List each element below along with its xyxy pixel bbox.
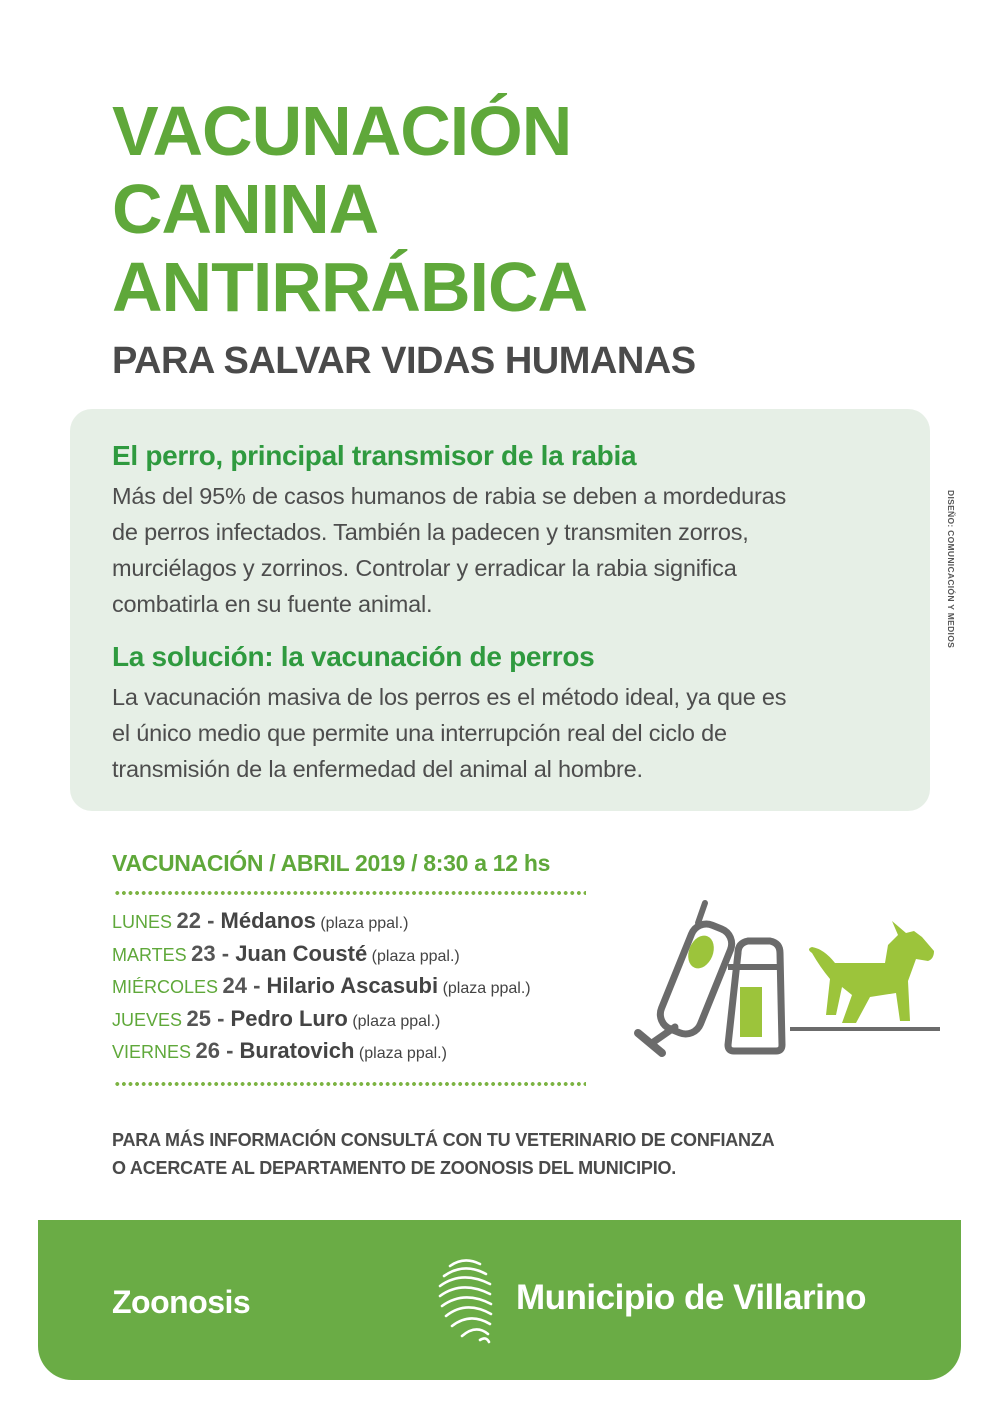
subtitle: PARA SALVAR VIDAS HUMANAS xyxy=(112,340,696,382)
schedule-title: VACUNACIÓN / ABRIL 2019 / 8:30 a 12 hs xyxy=(112,850,551,876)
section1-line: de perros infectados. También la padecen y transmiten zorros, xyxy=(112,519,749,545)
schedule-note: (plaza ppal.) xyxy=(320,915,409,932)
schedule-row xyxy=(112,973,531,1006)
schedule-note: (plaza ppal.) xyxy=(371,947,460,965)
more-info-line-2: O ACERCATE AL DEPARTAMENTO DE ZOONOSIS DEL MUNICIPIO. xyxy=(112,1158,677,1178)
main-title xyxy=(112,92,812,326)
schedule-place: Pedro Luro xyxy=(230,1005,348,1031)
section2-heading: La solución: la vacunación de perros xyxy=(112,641,595,672)
schedule-list xyxy=(112,908,531,1071)
schedule-note: (plaza ppal.) xyxy=(358,1045,447,1062)
dog-icon xyxy=(809,921,934,1023)
title-line-1: VACUNACIÓN xyxy=(112,92,572,170)
title-line-3: ANTIRRÁBICA xyxy=(112,248,588,326)
schedule-place: Médanos xyxy=(220,908,316,933)
vaccination-illustration xyxy=(630,895,940,1065)
schedule-note: (plaza ppal.) xyxy=(352,1012,441,1030)
schedule-separator: - xyxy=(219,1038,240,1063)
schedule-place: Juan Cousté xyxy=(235,940,368,966)
footer-municipio: Municipio de Villarino xyxy=(516,1278,867,1317)
section1-heading: El perro, principal transmisor de la rabia xyxy=(112,440,637,471)
schedule-date: 23 xyxy=(191,940,216,966)
syringe-icon xyxy=(638,903,736,1053)
vial-icon xyxy=(728,941,782,1051)
dotted-divider xyxy=(114,1082,586,1086)
more-info-line-1: PARA MÁS INFORMACIÓN CONSULTÁ CON TU VETERINARIO DE CONFIANZA xyxy=(112,1130,775,1150)
more-info xyxy=(112,1126,774,1182)
schedule-place: Buratovich xyxy=(239,1038,355,1063)
schedule-separator: - xyxy=(200,908,221,933)
section1-text xyxy=(112,478,892,622)
section1-line: combatirla en su fuente animal. xyxy=(112,591,433,617)
municipio-logo-icon xyxy=(436,1254,498,1346)
schedule-row xyxy=(112,1038,531,1071)
schedule-row xyxy=(112,1006,531,1039)
schedule-day: MARTES xyxy=(112,944,187,965)
footer-zoonosis: Zoonosis xyxy=(112,1284,251,1320)
section2-line: La vacunación masiva de los perros es el método ideal, ya que es xyxy=(112,684,787,710)
section1-line: murciélagos y zorrinos. Controlar y erradicar la rabia significa xyxy=(112,555,737,581)
schedule-separator: - xyxy=(246,973,267,998)
design-credit: DISEÑO: COMUNICACIÓN Y MEDIOS xyxy=(946,490,956,649)
schedule-row xyxy=(112,941,531,974)
section2-text xyxy=(112,679,892,787)
schedule-day: VIERNES xyxy=(112,1042,192,1062)
schedule-day: JUEVES xyxy=(112,1009,183,1030)
section2-line: el único medio que permite una interrupción real del ciclo de xyxy=(112,720,727,746)
schedule-date: 22 xyxy=(176,908,201,933)
section1-line: Más del 95% de casos humanos de rabia se deben a mordeduras xyxy=(112,483,787,509)
schedule-day: MIÉRCOLES xyxy=(112,977,219,997)
schedule-separator: - xyxy=(210,1005,231,1031)
title-line-2: CANINA xyxy=(112,170,379,248)
dotted-divider xyxy=(114,891,586,895)
schedule-note: (plaza ppal.) xyxy=(442,980,531,997)
section2-line: transmisión de la enfermedad del animal al hombre. xyxy=(112,756,643,782)
schedule-date: 24 xyxy=(222,973,247,998)
schedule-row xyxy=(112,908,531,941)
schedule-separator: - xyxy=(215,940,236,966)
footer-bar xyxy=(38,1220,961,1380)
schedule-date: 25 xyxy=(186,1005,211,1031)
schedule-day: LUNES xyxy=(112,912,173,932)
schedule-date: 26 xyxy=(195,1038,220,1063)
schedule-place: Hilario Ascasubi xyxy=(266,973,439,998)
